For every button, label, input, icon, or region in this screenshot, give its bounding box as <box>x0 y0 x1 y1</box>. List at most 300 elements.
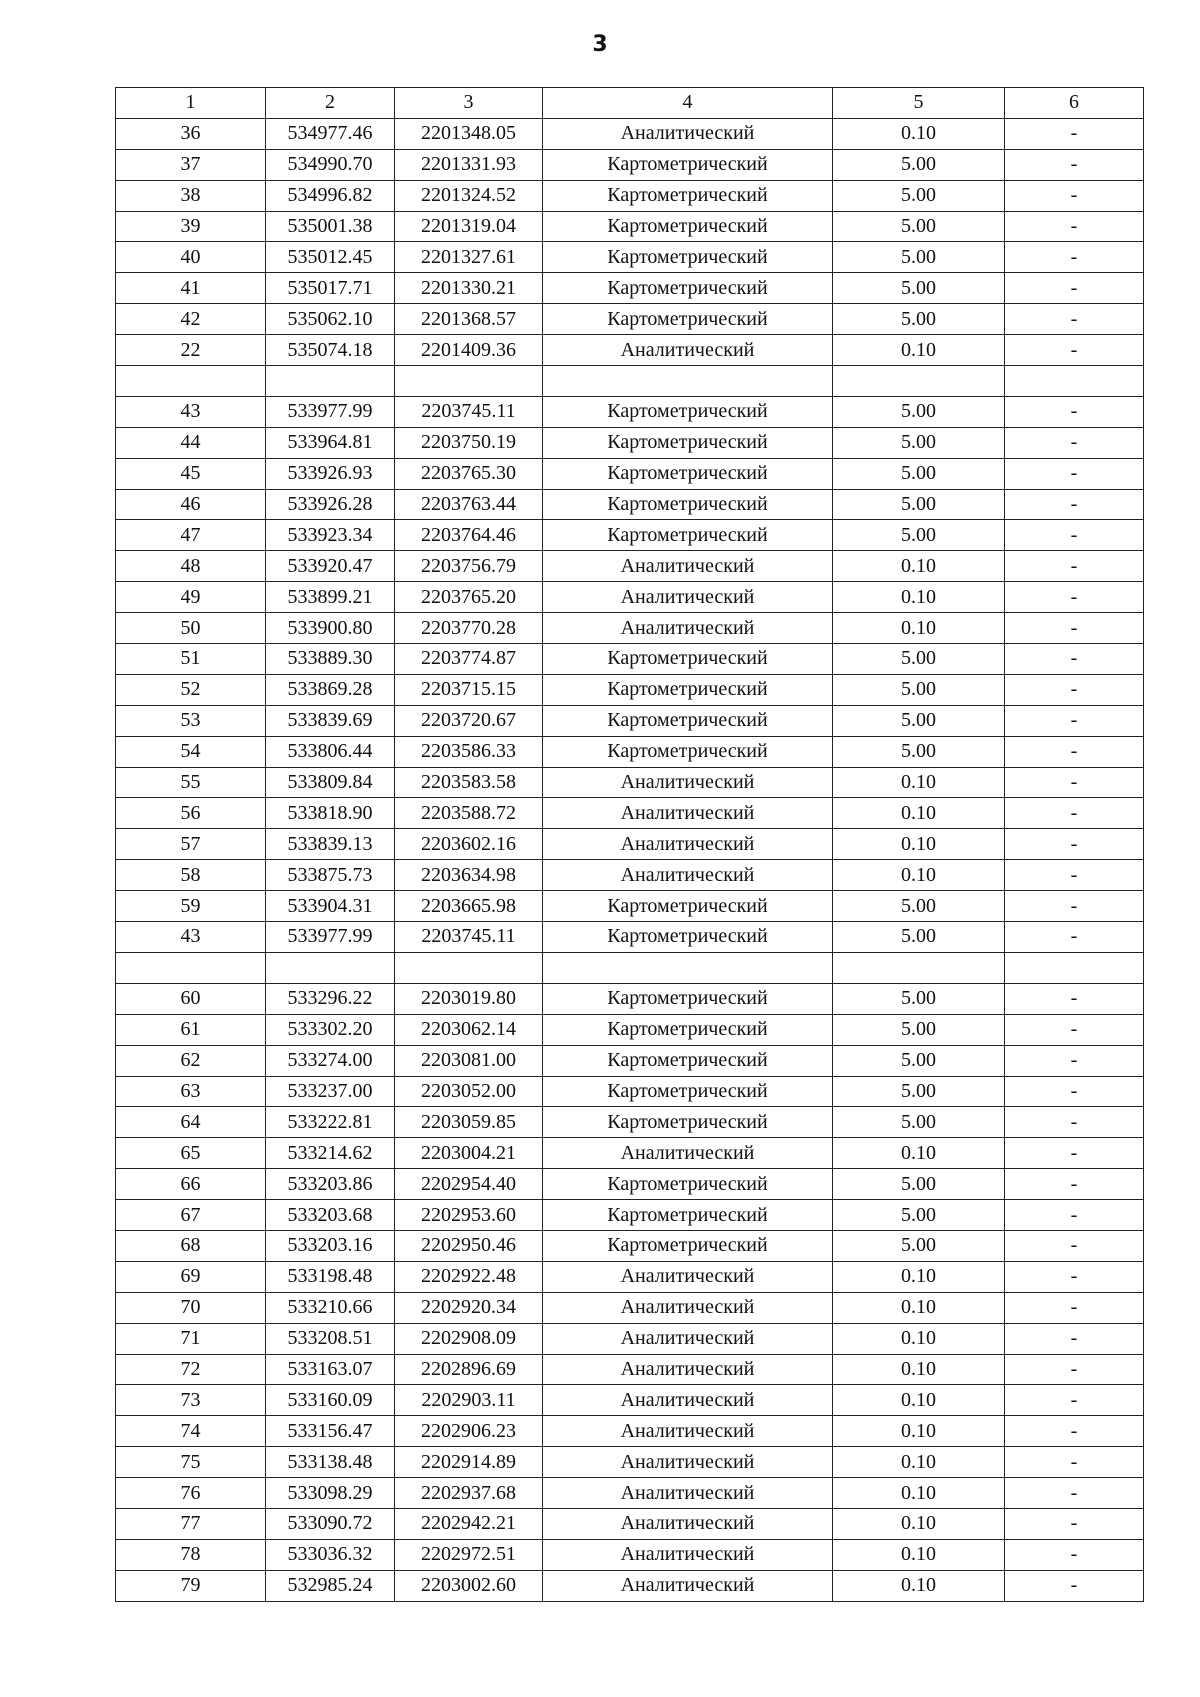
table-cell: Картометрический <box>543 396 833 427</box>
table-cell: Картометрический <box>543 1169 833 1200</box>
table-cell: 533889.30 <box>266 644 395 675</box>
table-cell: 2203763.44 <box>395 489 543 520</box>
table-cell: 533977.99 <box>266 396 395 427</box>
table-cell: 0.10 <box>833 860 1005 891</box>
table-cell: 47 <box>116 520 266 551</box>
table-cell: Картометрический <box>543 242 833 273</box>
table-cell: 2201324.52 <box>395 180 543 211</box>
table-cell: Картометрический <box>543 1230 833 1261</box>
table-cell: - <box>1005 1354 1144 1385</box>
table-cell: 0.10 <box>833 1478 1005 1509</box>
table-cell: - <box>1005 1261 1144 1292</box>
table-cell <box>1005 952 1144 983</box>
table-cell: - <box>1005 1107 1144 1138</box>
table-cell: - <box>1005 582 1144 613</box>
table-cell: - <box>1005 1447 1144 1478</box>
table-cell: Картометрический <box>543 1200 833 1231</box>
table-row <box>116 705 1144 736</box>
table-cell: 53 <box>116 705 266 736</box>
table-cell: 2203634.98 <box>395 860 543 891</box>
table-row <box>116 1200 1144 1231</box>
table-cell: - <box>1005 427 1144 458</box>
table-cell: 533198.48 <box>266 1261 395 1292</box>
table-row <box>116 1385 1144 1416</box>
table-row <box>116 1508 1144 1539</box>
table-cell: 2202937.68 <box>395 1478 543 1509</box>
table-cell: 5.00 <box>833 983 1005 1014</box>
table-cell: 0.10 <box>833 1447 1005 1478</box>
table-cell: 0.10 <box>833 551 1005 582</box>
table-cell: 41 <box>116 273 266 304</box>
table-cell: 2203586.33 <box>395 736 543 767</box>
table-cell: 5.00 <box>833 1045 1005 1076</box>
table-cell: - <box>1005 1138 1144 1169</box>
table-row <box>116 366 1144 397</box>
table-cell: 64 <box>116 1107 266 1138</box>
table-cell: 535001.38 <box>266 211 395 242</box>
table-cell: 2201368.57 <box>395 304 543 335</box>
table-cell: Аналитический <box>543 1539 833 1570</box>
table-cell: - <box>1005 1416 1144 1447</box>
table-row <box>116 489 1144 520</box>
table-cell: - <box>1005 335 1144 366</box>
table-cell: 533923.34 <box>266 520 395 551</box>
page-number: 3 <box>592 32 608 57</box>
table-cell: 535017.71 <box>266 273 395 304</box>
table-cell: 533904.31 <box>266 891 395 922</box>
table-cell: 2203052.00 <box>395 1076 543 1107</box>
table-row <box>116 180 1144 211</box>
table-cell: 2203764.46 <box>395 520 543 551</box>
table-cell: 22 <box>116 335 266 366</box>
table-cell <box>833 366 1005 397</box>
table-cell: 5.00 <box>833 674 1005 705</box>
table-cell: Аналитический <box>543 829 833 860</box>
table-cell: Аналитический <box>543 1292 833 1323</box>
table-row <box>116 242 1144 273</box>
table-cell: 5.00 <box>833 644 1005 675</box>
table-cell: Картометрический <box>543 149 833 180</box>
table-cell: 533926.28 <box>266 489 395 520</box>
table-cell: 533163.07 <box>266 1354 395 1385</box>
table-cell: 44 <box>116 427 266 458</box>
table-cell: Картометрический <box>543 1045 833 1076</box>
table-cell: 5.00 <box>833 396 1005 427</box>
table-cell: 2202972.51 <box>395 1539 543 1570</box>
table-cell: 2203081.00 <box>395 1045 543 1076</box>
table-row <box>116 149 1144 180</box>
table-cell: 533214.62 <box>266 1138 395 1169</box>
table-cell: Аналитический <box>543 1447 833 1478</box>
table-cell: 533977.99 <box>266 922 395 953</box>
table-cell: 54 <box>116 736 266 767</box>
table-cell: 45 <box>116 458 266 489</box>
table-row <box>116 798 1144 829</box>
table-row <box>116 1570 1144 1601</box>
table-cell: 39 <box>116 211 266 242</box>
table-cell: - <box>1005 613 1144 644</box>
table-cell: 79 <box>116 1570 266 1601</box>
table-cell: 0.10 <box>833 1261 1005 1292</box>
table-cell: 70 <box>116 1292 266 1323</box>
table-cell: - <box>1005 458 1144 489</box>
table-cell: 2202914.89 <box>395 1447 543 1478</box>
table-cell: 533203.86 <box>266 1169 395 1200</box>
table-cell: Картометрический <box>543 644 833 675</box>
table-row <box>116 304 1144 335</box>
table-cell: 533138.48 <box>266 1447 395 1478</box>
table-cell: - <box>1005 1539 1144 1570</box>
table-cell: 0.10 <box>833 1354 1005 1385</box>
table-cell: 5.00 <box>833 242 1005 273</box>
table-cell: - <box>1005 1076 1144 1107</box>
table-cell: - <box>1005 705 1144 736</box>
table-row <box>116 273 1144 304</box>
table-row <box>116 1354 1144 1385</box>
table-cell: Картометрический <box>543 458 833 489</box>
table-cell: 0.10 <box>833 335 1005 366</box>
table-cell: 43 <box>116 396 266 427</box>
table-cell: 2202920.34 <box>395 1292 543 1323</box>
table-cell: 62 <box>116 1045 266 1076</box>
table-cell: 58 <box>116 860 266 891</box>
table-row <box>116 829 1144 860</box>
table-row <box>116 1323 1144 1354</box>
table-cell: 533098.29 <box>266 1478 395 1509</box>
table-row <box>116 767 1144 798</box>
table-cell: 534977.46 <box>266 118 395 149</box>
table-cell: Картометрический <box>543 983 833 1014</box>
table-cell: 5.00 <box>833 1076 1005 1107</box>
table-cell: 2203583.58 <box>395 767 543 798</box>
table-cell: 65 <box>116 1138 266 1169</box>
table-cell: - <box>1005 520 1144 551</box>
table-cell: 2202922.48 <box>395 1261 543 1292</box>
table-cell: 0.10 <box>833 613 1005 644</box>
table-row <box>116 1107 1144 1138</box>
table-row <box>116 396 1144 427</box>
table-cell: - <box>1005 1570 1144 1601</box>
table-cell: Картометрический <box>543 674 833 705</box>
table-cell: 533806.44 <box>266 736 395 767</box>
table-cell: 533203.68 <box>266 1200 395 1231</box>
table-cell: 533920.47 <box>266 551 395 582</box>
table-cell: 5.00 <box>833 1169 1005 1200</box>
table-row <box>116 1447 1144 1478</box>
table-row <box>116 674 1144 705</box>
table-cell: 68 <box>116 1230 266 1261</box>
table-cell: 72 <box>116 1354 266 1385</box>
table-cell: 533839.69 <box>266 705 395 736</box>
table-cell: 59 <box>116 891 266 922</box>
table-row <box>116 952 1144 983</box>
table-cell <box>116 952 266 983</box>
table-cell: - <box>1005 1385 1144 1416</box>
table-cell: - <box>1005 304 1144 335</box>
table-cell: Картометрический <box>543 273 833 304</box>
table-cell: 75 <box>116 1447 266 1478</box>
table-cell: 2203004.21 <box>395 1138 543 1169</box>
table-cell: 57 <box>116 829 266 860</box>
table-cell: 5.00 <box>833 458 1005 489</box>
table-cell: Картометрический <box>543 922 833 953</box>
table-cell: Картометрический <box>543 1076 833 1107</box>
table-cell: 77 <box>116 1508 266 1539</box>
table-cell: Картометрический <box>543 489 833 520</box>
table-cell: 46 <box>116 489 266 520</box>
table-cell: 2203059.85 <box>395 1107 543 1138</box>
table-cell <box>833 952 1005 983</box>
table-cell: - <box>1005 922 1144 953</box>
table-cell: 533296.22 <box>266 983 395 1014</box>
table-cell: 5.00 <box>833 736 1005 767</box>
table-cell: 2203588.72 <box>395 798 543 829</box>
table-row <box>116 1076 1144 1107</box>
column-header: 3 <box>395 88 543 119</box>
table-cell: 0.10 <box>833 1385 1005 1416</box>
table-cell: 2203750.19 <box>395 427 543 458</box>
table-cell: 5.00 <box>833 180 1005 211</box>
table-cell: 534990.70 <box>266 149 395 180</box>
table-cell: Картометрический <box>543 705 833 736</box>
table-cell: 2203715.15 <box>395 674 543 705</box>
table-row <box>116 613 1144 644</box>
table-cell: Аналитический <box>543 767 833 798</box>
table-cell: 74 <box>116 1416 266 1447</box>
table-cell: Картометрический <box>543 520 833 551</box>
table-cell: 40 <box>116 242 266 273</box>
table-row <box>116 551 1144 582</box>
table-cell: Аналитический <box>543 1570 833 1601</box>
table-cell: - <box>1005 736 1144 767</box>
table-cell: 0.10 <box>833 1323 1005 1354</box>
table-cell: 5.00 <box>833 1107 1005 1138</box>
table-cell: Аналитический <box>543 1385 833 1416</box>
table-cell: Аналитический <box>543 335 833 366</box>
table-cell: 55 <box>116 767 266 798</box>
table-row <box>116 891 1144 922</box>
table-cell: - <box>1005 860 1144 891</box>
table-cell: Картометрический <box>543 1107 833 1138</box>
table-row <box>116 922 1144 953</box>
table-cell: - <box>1005 118 1144 149</box>
table-cell <box>116 366 266 397</box>
column-header: 6 <box>1005 88 1144 119</box>
table-row <box>116 1539 1144 1570</box>
table-cell: 0.10 <box>833 1292 1005 1323</box>
table-cell: Картометрический <box>543 891 833 922</box>
table-cell: Аналитический <box>543 1478 833 1509</box>
table-cell <box>395 366 543 397</box>
table-cell: 60 <box>116 983 266 1014</box>
table-row <box>116 1230 1144 1261</box>
table-cell: - <box>1005 1045 1144 1076</box>
table-cell <box>1005 366 1144 397</box>
table-cell: 535074.18 <box>266 335 395 366</box>
table-cell: 2203770.28 <box>395 613 543 644</box>
table-cell: Картометрический <box>543 180 833 211</box>
table-row <box>116 983 1144 1014</box>
table-cell: - <box>1005 829 1144 860</box>
table-cell: 76 <box>116 1478 266 1509</box>
table-cell: 2203745.11 <box>395 922 543 953</box>
table-cell: - <box>1005 180 1144 211</box>
table-cell: - <box>1005 1169 1144 1200</box>
table-row <box>116 211 1144 242</box>
table-body <box>116 118 1144 1601</box>
table-cell: Аналитический <box>543 1138 833 1169</box>
table-cell: 533237.00 <box>266 1076 395 1107</box>
table-cell: - <box>1005 1014 1144 1045</box>
table-cell: 66 <box>116 1169 266 1200</box>
table-cell: - <box>1005 983 1144 1014</box>
table-cell <box>543 952 833 983</box>
table-cell: 2201409.36 <box>395 335 543 366</box>
table-cell: 2201327.61 <box>395 242 543 273</box>
table-cell: 38 <box>116 180 266 211</box>
table-row <box>116 118 1144 149</box>
table-cell: 533839.13 <box>266 829 395 860</box>
table-cell: - <box>1005 551 1144 582</box>
table-cell: Картометрический <box>543 304 833 335</box>
coordinates-table <box>115 87 1144 1602</box>
table-cell: Картометрический <box>543 211 833 242</box>
table-cell: - <box>1005 798 1144 829</box>
table-cell <box>543 366 833 397</box>
table-cell: 0.10 <box>833 829 1005 860</box>
table-row <box>116 644 1144 675</box>
table-cell: Аналитический <box>543 798 833 829</box>
table-row <box>116 582 1144 613</box>
table-cell <box>395 952 543 983</box>
table-cell: 2202903.11 <box>395 1385 543 1416</box>
table-cell: 533090.72 <box>266 1508 395 1539</box>
table-cell: 535012.45 <box>266 242 395 273</box>
table-cell: 534996.82 <box>266 180 395 211</box>
table-cell: 78 <box>116 1539 266 1570</box>
table-cell: Картометрический <box>543 736 833 767</box>
table-cell: 50 <box>116 613 266 644</box>
table-row <box>116 1261 1144 1292</box>
table-cell: 533899.21 <box>266 582 395 613</box>
table-cell: 2202908.09 <box>395 1323 543 1354</box>
table-cell: - <box>1005 1292 1144 1323</box>
table-cell: Аналитический <box>543 1416 833 1447</box>
table-cell: 5.00 <box>833 705 1005 736</box>
column-header: 1 <box>116 88 266 119</box>
table-cell: 5.00 <box>833 149 1005 180</box>
table-cell: 2203765.30 <box>395 458 543 489</box>
table-cell: 2201331.93 <box>395 149 543 180</box>
table-cell: 2203665.98 <box>395 891 543 922</box>
table-cell: 2202906.23 <box>395 1416 543 1447</box>
column-header: 4 <box>543 88 833 119</box>
table-cell: - <box>1005 211 1144 242</box>
table-cell: 0.10 <box>833 798 1005 829</box>
table-cell: 2203602.16 <box>395 829 543 860</box>
table-row <box>116 1292 1144 1323</box>
table-cell: Аналитический <box>543 1508 833 1539</box>
table-cell: Аналитический <box>543 1323 833 1354</box>
table-cell: - <box>1005 396 1144 427</box>
table-cell: 0.10 <box>833 1508 1005 1539</box>
table-cell: 0.10 <box>833 118 1005 149</box>
table-cell: 2203765.20 <box>395 582 543 613</box>
table-cell: 533964.81 <box>266 427 395 458</box>
table-cell: 533818.90 <box>266 798 395 829</box>
table-cell: 5.00 <box>833 1230 1005 1261</box>
table-row <box>116 458 1144 489</box>
table-cell: 0.10 <box>833 1570 1005 1601</box>
table-cell: 533926.93 <box>266 458 395 489</box>
table-cell: Картометрический <box>543 1014 833 1045</box>
table-cell: 5.00 <box>833 1014 1005 1045</box>
table-cell: 533222.81 <box>266 1107 395 1138</box>
table-row <box>116 427 1144 458</box>
table-cell: 36 <box>116 118 266 149</box>
column-header: 2 <box>266 88 395 119</box>
table-cell: 2202953.60 <box>395 1200 543 1231</box>
table-cell: 5.00 <box>833 1200 1005 1231</box>
table-cell: 533156.47 <box>266 1416 395 1447</box>
table-cell: 5.00 <box>833 273 1005 304</box>
table-cell <box>266 366 395 397</box>
table-cell: 48 <box>116 551 266 582</box>
table-cell: 42 <box>116 304 266 335</box>
table-cell: Картометрический <box>543 427 833 458</box>
table-row <box>116 335 1144 366</box>
table-cell: 533208.51 <box>266 1323 395 1354</box>
table-cell: Аналитический <box>543 551 833 582</box>
table-row <box>116 1478 1144 1509</box>
table-cell <box>266 952 395 983</box>
table-cell: 49 <box>116 582 266 613</box>
table-cell: Аналитический <box>543 860 833 891</box>
table-header-row <box>116 88 1144 119</box>
table-cell: 533900.80 <box>266 613 395 644</box>
table-cell: 0.10 <box>833 767 1005 798</box>
table-cell: 63 <box>116 1076 266 1107</box>
table-row <box>116 1045 1144 1076</box>
table-cell: - <box>1005 1200 1144 1231</box>
table-cell: 0.10 <box>833 582 1005 613</box>
table-cell: - <box>1005 149 1144 180</box>
table-cell: 532985.24 <box>266 1570 395 1601</box>
table-row <box>116 1014 1144 1045</box>
table-cell: 56 <box>116 798 266 829</box>
table-cell: Аналитический <box>543 1354 833 1385</box>
table-cell: - <box>1005 1508 1144 1539</box>
table-row <box>116 860 1144 891</box>
table-cell: 0.10 <box>833 1416 1005 1447</box>
column-header: 5 <box>833 88 1005 119</box>
table-cell: 2203745.11 <box>395 396 543 427</box>
table-cell: 2202896.69 <box>395 1354 543 1385</box>
table-cell: 533036.32 <box>266 1539 395 1570</box>
table-cell: 2202954.40 <box>395 1169 543 1200</box>
table-cell: Аналитический <box>543 118 833 149</box>
table-cell: 2201330.21 <box>395 273 543 304</box>
table-cell: 2203756.79 <box>395 551 543 582</box>
table-cell: 61 <box>116 1014 266 1045</box>
table-cell: 2201319.04 <box>395 211 543 242</box>
table-row <box>116 1416 1144 1447</box>
table-cell: 5.00 <box>833 211 1005 242</box>
table-cell: 533302.20 <box>266 1014 395 1045</box>
table-cell: 533809.84 <box>266 767 395 798</box>
table-cell: - <box>1005 242 1144 273</box>
table-cell: - <box>1005 767 1144 798</box>
